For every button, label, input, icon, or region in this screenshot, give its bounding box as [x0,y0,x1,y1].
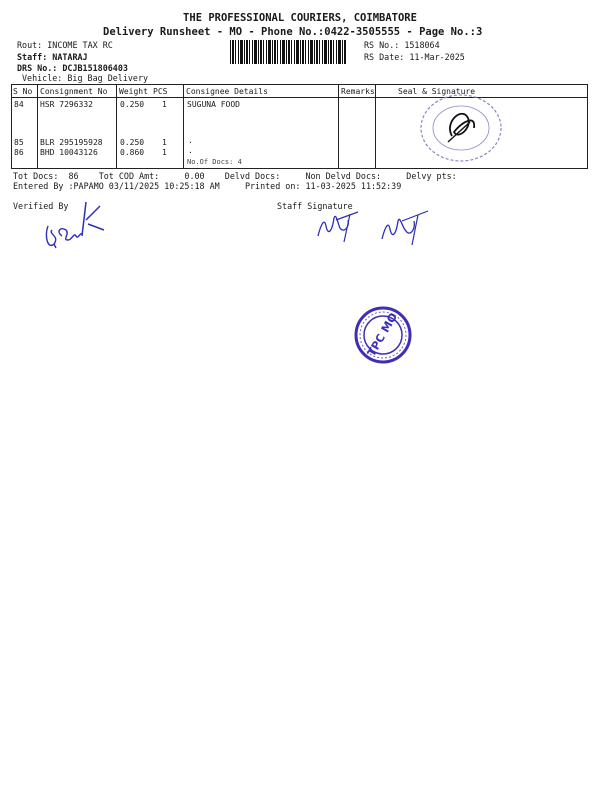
entered-by-line: Entered By :PAPAMO 03/11/2025 10:25:18 AM Printed on: 11-03-2025 11:52:39 [13,181,402,191]
row-pcs: 1 [162,148,167,157]
route-label: Rout [17,40,38,50]
table-col-divider [11,84,12,168]
totals-line: Tot Docs: 86 Tot COD Amt: 0.00 Delvd Docs: Non Delvd Docs: Delvy pts: [13,171,457,181]
col-header-consignee: Consignee Details [186,87,268,96]
col-header-pcs: PCS [153,87,168,96]
row-consignee: SUGUNA FOOD [187,100,240,109]
route-value: : INCOME TAX RC [37,40,113,50]
drs-number: DRS No.: DCJB151806403 [17,63,128,73]
table-col-divider [116,84,117,168]
col-header-consignment: Consignment No [40,87,108,96]
vehicle-field: Vehicle: Big Bag Delivery [22,73,149,83]
table-bottom-border [11,168,588,169]
table-top-border [11,84,588,85]
row-consignment-no: BHD 10043126 [40,148,98,157]
row-consignee: . [188,136,193,145]
row-weight: 0.250 [120,138,145,147]
row-sno: 86 [14,148,24,157]
row-pcs: 1 [162,138,167,147]
seal-stamp-icon [418,92,504,164]
verified-signature-icon [42,196,112,256]
verified-by-label: Verified By [13,201,69,211]
rs-date: RS Date: 11-Mar-2025 [364,52,465,62]
row-consignee: . [188,146,193,155]
row-consignment-no: BLR 295195928 [40,138,103,147]
row-weight: 0.250 [120,100,145,109]
row-consignment-no: HSR 7296332 [40,100,93,109]
runsheet-subtitle: Delivery Runsheet - MO - Phone No.:0422-3505555 - Page No.:3 [103,26,483,38]
col-header-seal: Seal & Signature [398,87,476,96]
barcode [230,40,346,64]
route-field [17,40,113,50]
row-pcs: 1 [162,100,167,109]
table-col-divider [375,84,376,168]
table-col-divider [587,84,588,168]
row-weight: 0.860 [120,148,145,157]
tpc-mo-stamp-icon [353,305,413,365]
staff-field: Staff: NATARAJ [17,52,88,62]
col-header-remarks: Remarks [341,87,375,96]
staff-signature-icon [314,206,364,246]
stamp-text: TPC MO [364,310,401,359]
col-header-weight: Weight [119,87,148,96]
table-col-divider [37,84,38,168]
company-title: THE PROFESSIONAL COURIERS, COIMBATORE [183,12,417,24]
rs-number: RS No.: 1518064 [364,40,440,50]
staff-signature-icon [378,207,434,247]
staff-signature-label: Staff Signature [277,201,353,211]
no-of-docs: No.Of Docs: 4 [187,158,242,166]
row-sno: 84 [14,100,24,109]
row-sno: 85 [14,138,24,147]
col-header-sno: S No [13,87,33,96]
table-col-divider [183,84,184,168]
table-col-divider [338,84,339,168]
